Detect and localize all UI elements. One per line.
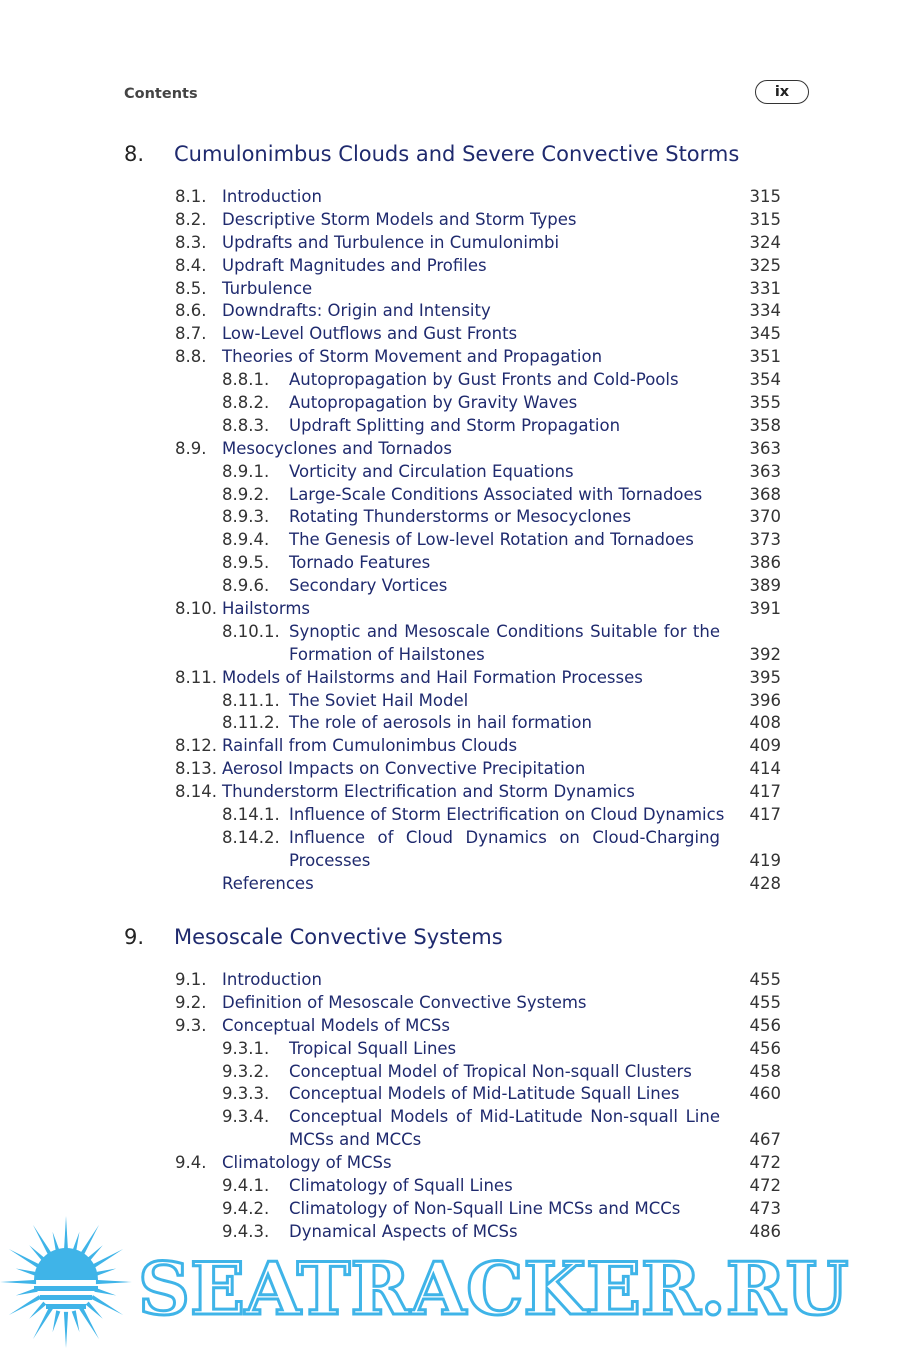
section-number: 8.9.6. <box>222 576 270 596</box>
toc-entry-continuation[interactable] <box>0 644 900 667</box>
page-ref: 472 <box>749 1153 781 1173</box>
toc-entry[interactable] <box>0 300 900 323</box>
section-number: 9.2. <box>175 992 207 1012</box>
page-ref: 456 <box>749 1038 781 1058</box>
section-title: Introduction <box>222 970 322 989</box>
section-title: Rotating Thunderstorms or Mesocyclones <box>289 507 632 527</box>
page-ref: 417 <box>749 782 781 802</box>
section-title: Definition of Mesoscale Convective Systems <box>222 992 587 1012</box>
page-ref: 455 <box>749 970 781 989</box>
section-title: The Soviet Hail Model <box>289 690 469 710</box>
section-number: 8.4. <box>175 255 207 275</box>
page-ref: 354 <box>749 370 781 390</box>
chapter-title: Mesoscale Convective Systems <box>174 925 503 949</box>
section-title: Vorticity and Circulation Equations <box>289 461 574 481</box>
page-ref: 389 <box>749 576 781 596</box>
page-ref: 396 <box>749 690 781 710</box>
page-ref: 358 <box>749 415 781 435</box>
section-number: 9.4.1. <box>222 1176 270 1196</box>
page-ref: 417 <box>749 805 781 825</box>
section-number: 8.9.3. <box>222 507 270 527</box>
toc-entry[interactable] <box>0 873 900 896</box>
toc-entry[interactable] <box>0 1083 900 1106</box>
section-number: 8.3. <box>175 232 207 252</box>
toc-entry[interactable] <box>0 461 900 484</box>
section-number: 8.9.4. <box>222 530 270 550</box>
section-number: 8.8.2. <box>222 393 270 413</box>
page-ref: 373 <box>749 530 781 550</box>
toc-entry[interactable] <box>0 209 900 232</box>
chapter-9-heading <box>124 925 503 949</box>
chapter-8-heading <box>124 142 739 166</box>
section-title: Downdrafts: Origin and Intensity <box>222 301 491 321</box>
page-ref: 363 <box>749 461 781 481</box>
section-title: Conceptual Models of Mid-Latitude Non-squall Line <box>289 1107 720 1127</box>
toc-entry[interactable] <box>0 415 900 438</box>
section-title: Hailstorms <box>222 599 311 619</box>
toc-entry[interactable] <box>0 969 900 992</box>
section-title: The role of aerosols in hail formation <box>289 713 592 733</box>
toc-entry[interactable] <box>0 598 900 621</box>
page-ref: 325 <box>749 255 781 275</box>
toc-entry[interactable] <box>0 323 900 346</box>
section-title: Conceptual Models of Mid-Latitude Squall Lines <box>289 1084 680 1104</box>
section-title: Autopropagation by Gravity Waves <box>289 393 578 413</box>
page-ref: 368 <box>749 484 781 504</box>
toc-entry-continuation[interactable] <box>0 850 900 873</box>
section-number: 8.9. <box>175 438 207 458</box>
toc-entry[interactable] <box>0 804 900 827</box>
page-ref: 419 <box>749 850 781 870</box>
section-number: 8.1. <box>175 187 207 206</box>
page-ref: 370 <box>749 507 781 527</box>
section-title-continued: MCSs and MCCs <box>289 1130 422 1150</box>
section-number: 8.9.1. <box>222 461 270 481</box>
running-header: Contents <box>124 86 198 102</box>
chapter-title: Cumulonimbus Clouds and Severe Convective Storms <box>174 142 740 166</box>
page-ref: 315 <box>749 209 781 229</box>
toc-entry[interactable] <box>0 278 900 301</box>
page-ref: 351 <box>749 347 781 367</box>
toc-entry[interactable] <box>0 529 900 552</box>
section-title: References <box>222 873 314 893</box>
page-ref: 395 <box>749 667 781 687</box>
section-title: Introduction <box>222 187 322 206</box>
section-title: Low-Level Outflows and Gust Fronts <box>222 324 518 344</box>
section-title: Tornado Features <box>289 553 431 573</box>
toc-entry[interactable] <box>0 827 900 850</box>
page-ref: 408 <box>749 713 781 733</box>
section-number: 9.3.4. <box>222 1107 270 1127</box>
section-title: Mesocyclones and Tornados <box>222 438 453 458</box>
section-title: Tropical Squall Lines <box>289 1038 457 1058</box>
section-title-continued: Formation of Hailstones <box>289 644 485 664</box>
section-number: 8.7. <box>175 324 207 344</box>
page-ref: 414 <box>749 759 781 779</box>
toc-entry[interactable] <box>0 735 900 758</box>
page-number: ix <box>755 80 809 104</box>
section-title: Updraft Magnitudes and Profiles <box>222 255 487 275</box>
page-ref: 409 <box>749 736 781 756</box>
page-ref: 363 <box>749 438 781 458</box>
page-ref: 467 <box>749 1130 781 1150</box>
section-title: The Genesis of Low-level Rotation and Tornadoes <box>289 530 694 550</box>
section-number: 9.3. <box>175 1015 207 1035</box>
section-title: Secondary Vortices <box>289 576 448 596</box>
section-number: 8.11.2. <box>222 713 280 733</box>
toc-entry[interactable] <box>0 621 900 644</box>
page-ref: 455 <box>749 992 781 1012</box>
toc-entry[interactable] <box>0 1175 900 1198</box>
page-ref: 315 <box>749 187 781 206</box>
section-number: 8.8.1. <box>222 370 270 390</box>
toc-entry[interactable] <box>0 506 900 529</box>
section-title: Climatology of Squall Lines <box>289 1176 513 1196</box>
page-ref: 345 <box>749 324 781 344</box>
page-ref: 386 <box>749 553 781 573</box>
toc-entry[interactable] <box>0 186 900 209</box>
section-number: 8.8. <box>175 347 207 367</box>
section-title: Climatology of MCSs <box>222 1153 392 1173</box>
page-ref: 324 <box>749 232 781 252</box>
section-number: 8.9.5. <box>222 553 270 573</box>
section-number: 9.3.1. <box>222 1038 270 1058</box>
page-ref: 486 <box>749 1221 781 1241</box>
toc-entry[interactable] <box>0 575 900 598</box>
toc-entry[interactable] <box>0 712 900 735</box>
section-number: 9.3.2. <box>222 1061 270 1081</box>
section-title: Conceptual Models of MCSs <box>222 1015 450 1035</box>
chapter-number: 9. <box>124 925 145 949</box>
toc-entry[interactable] <box>0 667 900 690</box>
toc-entry[interactable] <box>0 346 900 369</box>
toc-entry[interactable] <box>0 438 900 461</box>
section-number: 8.5. <box>175 278 207 298</box>
page-ref: 428 <box>749 873 781 893</box>
section-number: 8.10. <box>175 599 217 619</box>
section-number: 8.11. <box>175 667 217 687</box>
watermark-logo <box>0 1210 900 1350</box>
section-title: Climatology of Non-Squall Line MCSs and MCCs <box>289 1198 681 1218</box>
section-number: 9.1. <box>175 970 207 989</box>
section-title: Influence of Storm Electrification on Cloud Dynamics <box>289 805 725 825</box>
section-title: Synoptic and Mesoscale Conditions Suitable for the <box>289 621 720 641</box>
section-title: Rainfall from Cumulonimbus Clouds <box>222 736 518 756</box>
section-number: 8.8.3. <box>222 415 270 435</box>
section-title: Large-Scale Conditions Associated with Tornadoes <box>289 484 703 504</box>
page-ref: 458 <box>749 1061 781 1081</box>
section-number: 9.3.3. <box>222 1084 270 1104</box>
toc-entry[interactable] <box>0 992 900 1015</box>
toc-entry[interactable] <box>0 232 900 255</box>
toc-entry[interactable] <box>0 552 900 575</box>
section-number: 8.9.2. <box>222 484 270 504</box>
toc-entry[interactable] <box>0 1106 900 1129</box>
page-ref: 391 <box>749 599 781 619</box>
page-ref: 355 <box>749 393 781 413</box>
toc-entry[interactable] <box>0 392 900 415</box>
section-title: Theories of Storm Movement and Propagation <box>222 347 603 367</box>
section-title: Influence of Cloud Dynamics on Cloud-Charging <box>289 827 720 847</box>
section-title: Thunderstorm Electrification and Storm Dynamics <box>222 782 635 802</box>
section-number: 8.2. <box>175 209 207 229</box>
page-ref: 473 <box>749 1198 781 1218</box>
section-number: 8.14. <box>175 782 217 802</box>
page-ref: 334 <box>749 301 781 321</box>
page-ref: 331 <box>749 278 781 298</box>
section-number: 8.10.1. <box>222 621 280 641</box>
toc-entry[interactable] <box>0 690 900 713</box>
section-title: Models of Hailstorms and Hail Formation Processes <box>222 667 643 687</box>
section-title: Descriptive Storm Models and Storm Types <box>222 209 577 229</box>
section-number: 8.14.1. <box>222 805 280 825</box>
section-number: 9.4.2. <box>222 1198 270 1218</box>
sun-icon <box>0 1216 132 1348</box>
section-number: 8.14.2. <box>222 827 280 847</box>
section-number: 8.11.1. <box>222 690 280 710</box>
toc-entry[interactable] <box>0 484 900 507</box>
toc-entry[interactable] <box>0 1038 900 1061</box>
section-title: Turbulence <box>222 278 313 298</box>
page-ref: 460 <box>749 1084 781 1104</box>
toc-entry[interactable] <box>0 781 900 804</box>
section-title-continued: Processes <box>289 850 371 870</box>
section-title: Updraft Splitting and Storm Propagation <box>289 415 621 435</box>
section-title: Conceptual Model of Tropical Non-squall Clusters <box>289 1061 692 1081</box>
chapter-number: 8. <box>124 142 145 166</box>
toc-entry[interactable] <box>0 369 900 392</box>
watermark-text: SEATRACKER.RU <box>138 1246 849 1331</box>
chapter-8-toc <box>0 186 900 896</box>
section-title: Updrafts and Turbulence in Cumulonimbi <box>222 232 560 252</box>
chapter-9-toc <box>0 969 900 1244</box>
toc-entry[interactable] <box>0 1015 900 1038</box>
page-ref: 392 <box>749 644 781 664</box>
toc-entry[interactable] <box>0 255 900 278</box>
section-number: 9.4.3. <box>222 1221 270 1241</box>
toc-entry[interactable] <box>0 1061 900 1084</box>
page-ref: 472 <box>749 1176 781 1196</box>
section-number: 8.6. <box>175 301 207 321</box>
page-ref: 456 <box>749 1015 781 1035</box>
toc-entry-continuation[interactable] <box>0 1129 900 1152</box>
toc-entry[interactable] <box>0 1152 900 1175</box>
section-title: Aerosol Impacts on Convective Precipitation <box>222 759 586 779</box>
section-number: 8.12. <box>175 736 217 756</box>
section-title: Dynamical Aspects of MCSs <box>289 1221 518 1241</box>
section-number: 8.13. <box>175 759 217 779</box>
toc-entry[interactable] <box>0 758 900 781</box>
section-number: 9.4. <box>175 1153 207 1173</box>
section-title: Autopropagation by Gust Fronts and Cold-Pools <box>289 370 679 390</box>
